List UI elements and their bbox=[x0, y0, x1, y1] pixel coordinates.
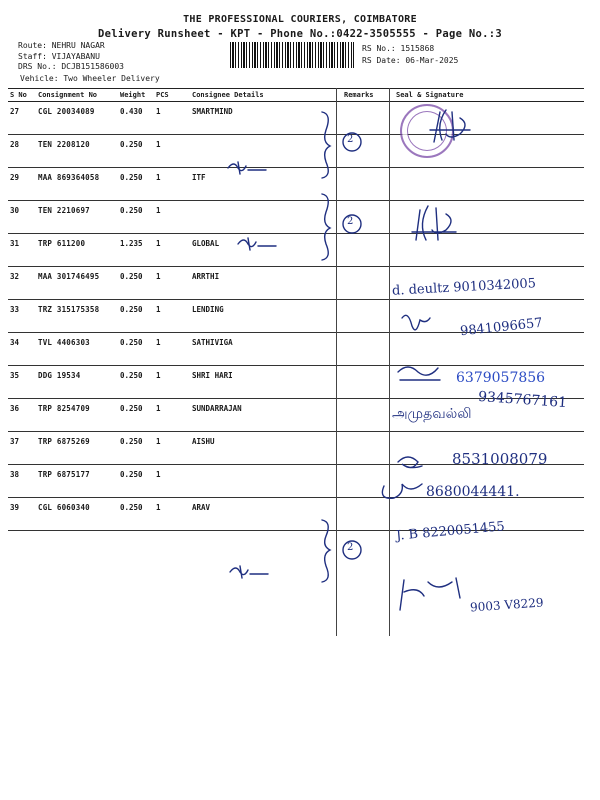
rs-date: RS Date: 06-Mar-2025 bbox=[362, 56, 459, 65]
weight-cell: 0.250 bbox=[118, 267, 154, 300]
pcs-cell: 1 bbox=[154, 135, 190, 168]
consignment-cell: MAA 301746495 bbox=[36, 267, 118, 300]
staff-text: Staff: VIJAYABANU bbox=[18, 51, 100, 61]
pcs-cell: 1 bbox=[154, 234, 190, 267]
handwritten-note-row39: 9003 V8229 bbox=[469, 595, 544, 615]
sno-cell: 27 bbox=[8, 102, 36, 135]
consignee-cell: SHRI HARI bbox=[190, 366, 342, 399]
signature-row36 bbox=[382, 484, 422, 498]
consignee-cell: LENDING bbox=[190, 300, 342, 333]
handwritten-phone-row33: 6379057856 bbox=[456, 370, 546, 386]
pcs-cell: 1 bbox=[154, 498, 190, 531]
pcs-cell: 1 bbox=[154, 432, 190, 465]
sno-cell: 30 bbox=[8, 201, 36, 234]
rs-number: RS No.: 1515868 bbox=[362, 44, 435, 53]
consignee-cell: SATHIVIGA bbox=[190, 333, 342, 366]
runsheet-subtitle: Delivery Runsheet - KPT - Phone No.:0422-3505555 - Page No.:3 bbox=[98, 28, 502, 40]
pcs-cell: 1 bbox=[154, 102, 190, 135]
consignment-cell: DDG 19534 bbox=[36, 366, 118, 399]
sno-cell: 36 bbox=[8, 399, 36, 432]
consignment-cell: MAA 869364058 bbox=[36, 168, 118, 201]
handwritten-note-row31: d. deultz 9010342005 bbox=[391, 276, 537, 299]
signature-row27 bbox=[430, 110, 470, 142]
consignment-cell: TEN 2208120 bbox=[36, 135, 118, 168]
sno-cell: 34 bbox=[8, 333, 36, 366]
consignee-cell: ARRTHI bbox=[190, 267, 342, 300]
weight-cell: 0.430 bbox=[118, 102, 154, 135]
pcs-cell: 1 bbox=[154, 366, 190, 399]
consignee-cell: SMARTMIND bbox=[190, 102, 342, 135]
weight-cell: 0.250 bbox=[118, 333, 154, 366]
weight-cell: 0.250 bbox=[118, 201, 154, 234]
sno-cell: 35 bbox=[8, 366, 36, 399]
pcs-cell: 1 bbox=[154, 201, 190, 234]
company-title: THE PROFESSIONAL COURIERS, COIMBATORE bbox=[183, 14, 417, 25]
col-remarks: Remarks bbox=[342, 89, 394, 102]
weight-cell: 0.250 bbox=[118, 498, 154, 531]
handwritten-phone-row35: 8531008079 bbox=[452, 450, 548, 468]
pcs-cell: 1 bbox=[154, 267, 190, 300]
col-weight: Weight bbox=[118, 89, 154, 102]
ditto-mark-1 bbox=[228, 162, 266, 174]
col-sno: S No bbox=[8, 89, 36, 102]
drs-text: DRS No.: DCJB151586003 bbox=[18, 62, 124, 71]
weight-cell: 0.250 bbox=[118, 300, 154, 333]
consignment-cell: TRP 6875177 bbox=[36, 465, 118, 498]
col-signature: Seal & Signature bbox=[394, 89, 584, 102]
pcs-cell: 1 bbox=[154, 168, 190, 201]
sno-cell: 37 bbox=[8, 432, 36, 465]
pcs-cell: 1 bbox=[154, 465, 190, 498]
route-text: Route: NEHRU NAGAR bbox=[18, 41, 105, 50]
consignment-cell: TVL 4406303 bbox=[36, 333, 118, 366]
remark-brace-1 bbox=[322, 112, 330, 178]
signature-row35 bbox=[398, 457, 422, 468]
handwritten-tamil-name-row34: அமுதவல்லி bbox=[392, 406, 472, 422]
handwritten-phone-row36: 8680044441. bbox=[426, 484, 520, 500]
weight-cell: 0.250 bbox=[118, 168, 154, 201]
sno-cell: 28 bbox=[8, 135, 36, 168]
ditto-mark-2 bbox=[238, 238, 276, 250]
consignment-cell: TRZ 315175358 bbox=[36, 300, 118, 333]
remark-number-1: 2 bbox=[347, 134, 354, 145]
consignee-cell: GLOBAL bbox=[190, 234, 342, 267]
sno-cell: 33 bbox=[8, 300, 36, 333]
pcs-cell: 1 bbox=[154, 399, 190, 432]
pcs-cell: 1 bbox=[154, 333, 190, 366]
consignment-cell: CGL 6060340 bbox=[36, 498, 118, 531]
signature-row32 bbox=[402, 315, 430, 330]
handwritten-phone-row32: 9841096657 bbox=[459, 315, 544, 340]
consignment-cell: CGL 20034089 bbox=[36, 102, 118, 135]
pcs-cell: 1 bbox=[154, 300, 190, 333]
remark-number-2: 2 bbox=[347, 216, 354, 227]
consignment-cell: TRP 611200 bbox=[36, 234, 118, 267]
handwritten-phone-row37: J. B 8220051455 bbox=[395, 519, 506, 544]
remark-number-3: 2 bbox=[347, 542, 354, 553]
sno-cell: 32 bbox=[8, 267, 36, 300]
sno-cell: 31 bbox=[8, 234, 36, 267]
signature-row33 bbox=[398, 367, 440, 380]
signature-row39 bbox=[400, 578, 460, 610]
consignee-cell: ITF bbox=[190, 168, 342, 201]
col-pcs: PCS bbox=[154, 89, 190, 102]
handwritten-phone-row34: 9345767161 bbox=[477, 388, 568, 412]
consignment-cell: TEN 2210697 bbox=[36, 201, 118, 234]
sno-cell: 38 bbox=[8, 465, 36, 498]
vehicle-text: Vehicle: Two Wheeler Delivery bbox=[20, 74, 160, 83]
weight-cell: 0.250 bbox=[118, 465, 154, 498]
col-consignee: Consignee Details bbox=[190, 89, 342, 102]
sno-cell: 39 bbox=[8, 498, 36, 531]
consignee-cell: SUNDARRAJAN bbox=[190, 399, 342, 432]
weight-cell: 1.235 bbox=[118, 234, 154, 267]
consignment-cell: TRP 6875269 bbox=[36, 432, 118, 465]
weight-cell: 0.250 bbox=[118, 135, 154, 168]
sno-cell: 29 bbox=[8, 168, 36, 201]
consignee-cell: ARAV bbox=[190, 498, 342, 531]
weight-cell: 0.250 bbox=[118, 399, 154, 432]
weight-cell: 0.250 bbox=[118, 366, 154, 399]
signature-row30 bbox=[412, 206, 456, 240]
remark-brace-3 bbox=[322, 520, 330, 582]
remark-brace-2 bbox=[322, 194, 330, 260]
col-consignment: Consignment No bbox=[36, 89, 118, 102]
weight-cell: 0.250 bbox=[118, 432, 154, 465]
consignee-cell: AISHU bbox=[190, 432, 342, 465]
consignment-cell: TRP 8254709 bbox=[36, 399, 118, 432]
ditto-mark-3 bbox=[230, 566, 268, 578]
